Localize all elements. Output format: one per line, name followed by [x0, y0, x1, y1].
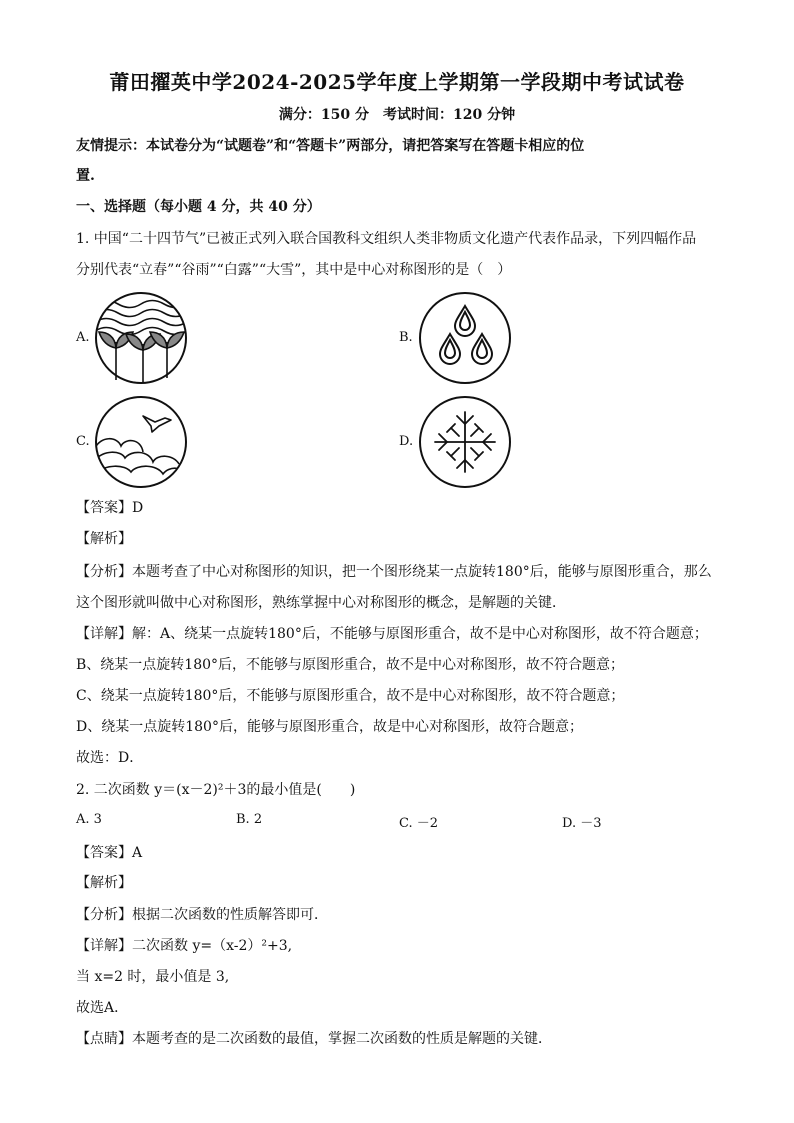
- bailu-figure: [95, 396, 187, 488]
- notice-line-1: 友情提示：本试卷分为“试题卷”和“答题卡”两部分，请把答案写在答题卡相应的位: [76, 138, 585, 154]
- lichun-figure: [95, 292, 187, 384]
- option-d-label: D.: [399, 434, 414, 449]
- q1-stem-line-2: 分别代表“立春”“谷雨”“白露”“大雪”，其中是中心对称图形的是（ ）: [76, 262, 512, 278]
- q2-choice-b: B. 2: [236, 812, 263, 827]
- q2-choice-a: A. 3: [76, 812, 102, 827]
- option-a-label: A.: [76, 330, 90, 345]
- q1-analysis-line-2: 这个图形就叫做中心对称图形，熟练掌握中心对称图形的概念，是解题的关键．: [76, 595, 566, 611]
- q1-analysis-line-1: 【分析】本题考查了中心对称图形的知识，把一个图形绕某一点旋转180°后，能够与原图形重合，那么: [76, 564, 712, 580]
- q2-step: 当 x=2 时，最小值是 3,: [76, 969, 230, 985]
- option-b-label: B.: [399, 330, 413, 345]
- q2-analysis: 【分析】根据二次函数的性质解答即可．: [76, 907, 328, 923]
- q1-detail-line-4: D、绕某一点旋转180°后，能够与原图形重合，故是中心对称图形，故符合题意；: [76, 719, 583, 735]
- section-heading: 一、选择题（每小题 4 分，共 40 分）: [76, 199, 321, 215]
- q1-analysis-heading: 【解析】: [76, 531, 132, 547]
- notice-line-2: 置.: [76, 168, 95, 184]
- exam-info: 满分：150 分 考试时间：120 分钟: [278, 107, 516, 123]
- q1-stem-line-1: 1. 中国“二十四节气”已被正式列入联合国教科文组织人类非物质文化遗产代表作品录，下列四幅作品: [76, 231, 697, 247]
- q1-answer: 【答案】D: [76, 500, 144, 516]
- q2-choice-d: D. －3: [562, 816, 602, 831]
- q1-detail-line-2: B、绕某一点旋转180°后，不能够与原图形重合，故不是中心对称图形，故不符合题意；: [76, 657, 625, 673]
- q2-answer: 【答案】A: [76, 845, 143, 861]
- q2-choice-c: C. －2: [399, 816, 439, 831]
- q1-conclusion: 故选：D．: [76, 750, 144, 766]
- q1-detail-line-3: C、绕某一点旋转180°后，不能够与原图形重合，故不是中心对称图形，故不符合题意；: [76, 688, 625, 704]
- q2-conclusion: 故选A．: [76, 1000, 129, 1016]
- q1-detail-line-1: 【详解】解：A、绕某一点旋转180°后，不能够与原图形重合，故不是中心对称图形，故不符合题意；: [76, 626, 708, 642]
- option-c-label: C.: [76, 434, 90, 449]
- q2-stem: 2. 二次函数 y＝(x－2)²＋3的最小值是( ): [76, 782, 356, 798]
- q2-analysis-heading: 【解析】: [76, 875, 132, 891]
- guyu-figure: [419, 292, 511, 384]
- q2-comment: 【点睛】本题考查的是二次函数的最值，掌握二次函数的性质是解题的关键．: [76, 1031, 552, 1047]
- daxue-figure: [419, 396, 511, 488]
- page-title: 莆田擢英中学2024-2025学年度上学期第一学段期中考试试卷: [109, 70, 685, 94]
- q2-detail: 【详解】二次函数 y=（x-2）²+3,: [76, 938, 293, 954]
